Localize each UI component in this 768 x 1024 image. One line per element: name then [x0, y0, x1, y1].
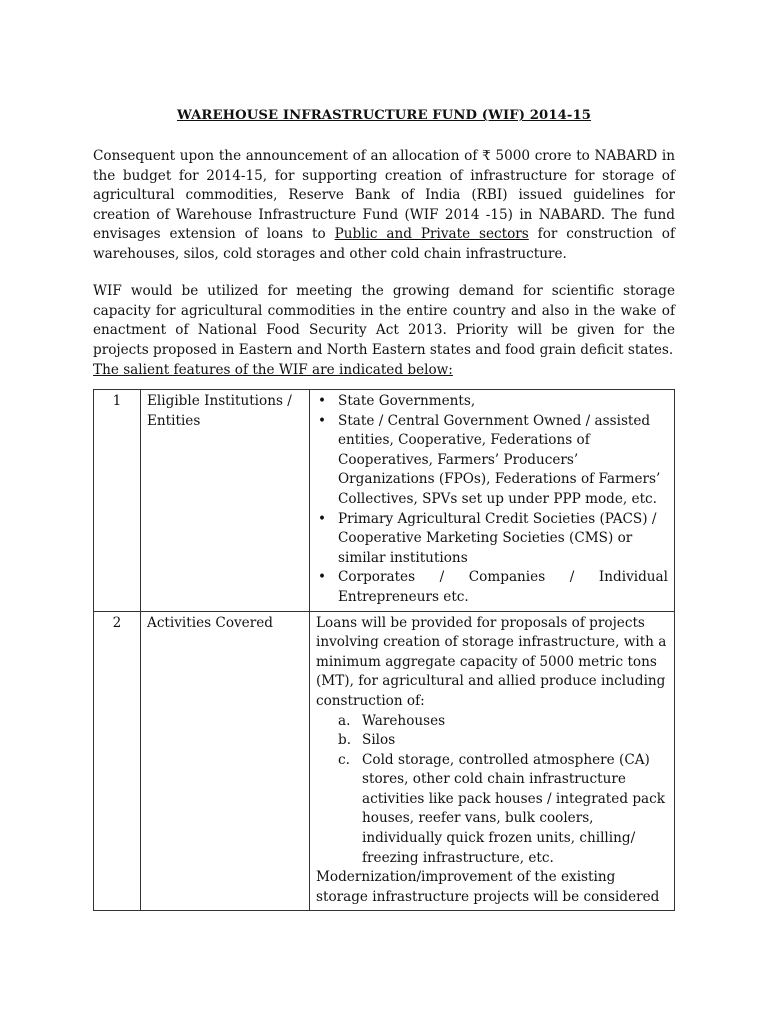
list-item [316, 731, 668, 751]
eligible-entities-list [316, 392, 668, 608]
list-item [316, 712, 668, 732]
list-marker: b. [338, 732, 352, 749]
list-item: • Primary Agricultural Credit Societies (PACS) / Cooperative Marketing Societies (CMS) or similar institutions [316, 510, 668, 569]
public-private-sectors-text: Public and Private sectors [334, 226, 529, 243]
list-item-text: Warehouses [362, 712, 446, 729]
list-marker: a. [338, 712, 351, 729]
activities-list [316, 712, 668, 869]
row-number: 2 [94, 611, 141, 911]
list-item [316, 568, 668, 607]
list-item-text: Silos [362, 732, 396, 749]
row-content [310, 390, 675, 612]
list-item: • State / Central Government Owned / assisted entities, Cooperative, Federations of Cooperatives, Farmers’ Producers’ Organizations (FPOs), Federations of Farmers’ Collectives, SPVs set up under PPP mode, etc. [316, 412, 668, 510]
utilization-paragraph: WIF would be utilized for meeting the growing demand for scientific storage capacity for agricultural commodities in the entire country and also in the wake of enactment of National Food Security Act 2013. Priority will be given for the projects proposed in Eastern and North Eastern states and food grain deficit states. [93, 283, 675, 358]
list-item: • State Governments, [316, 392, 668, 412]
row-label: Eligible Institutions / Entities [141, 390, 310, 612]
features-table [93, 389, 675, 911]
list-item-text: Cold storage, controlled atmosphere (CA) stores, other cold chain infrastructure activities like pack houses / integrated pack houses, reefer vans, bulk coolers, individually quick frozen units, chilling/ freezing infrastructure, etc. [362, 751, 665, 866]
table-row [94, 611, 675, 911]
document-title: WAREHOUSE INFRASTRUCTURE FUND (WIF) 2014-15 [177, 108, 591, 123]
activities-intro: Loans will be provided for proposals of projects involving creation of storage infrastructure, with a minimum aggregate capacity of 5000 metric tons (MT), for agricultural and allied produce including construction of: [316, 614, 667, 709]
list-item [316, 751, 668, 869]
row-label: Activities Covered [141, 611, 310, 911]
intro-paragraph [93, 147, 675, 265]
list-item-line: Entrepreneurs etc. [338, 588, 469, 605]
intro-text-start: Consequent upon the announcement of an allocation of ₹ 5000 crore to NABARD in the budget for 2014-15, for supporting creation of infrastructure for storage of agricultural commodities, Reserve Bank of India (RBI) issued guidelines for creation of Warehouse Infrastructure Fund (WIF 2014 -15) in NABARD. The fund envisages extension of loans to [93, 148, 675, 243]
row-content [310, 611, 675, 911]
list-marker: c. [338, 751, 350, 768]
row-number: 1 [94, 390, 141, 612]
table-row [94, 390, 675, 612]
list-item-line: • Corporates / Companies / Individual [338, 569, 668, 586]
features-heading: The salient features of the WIF are indicated below: [93, 362, 453, 378]
activities-outro: Modernization/improvement of the existing storage infrastructure projects will be considered [316, 869, 660, 905]
intro-text-end: for construction of warehouses, silos, cold storages and other cold chain infrastructure. [93, 226, 676, 262]
